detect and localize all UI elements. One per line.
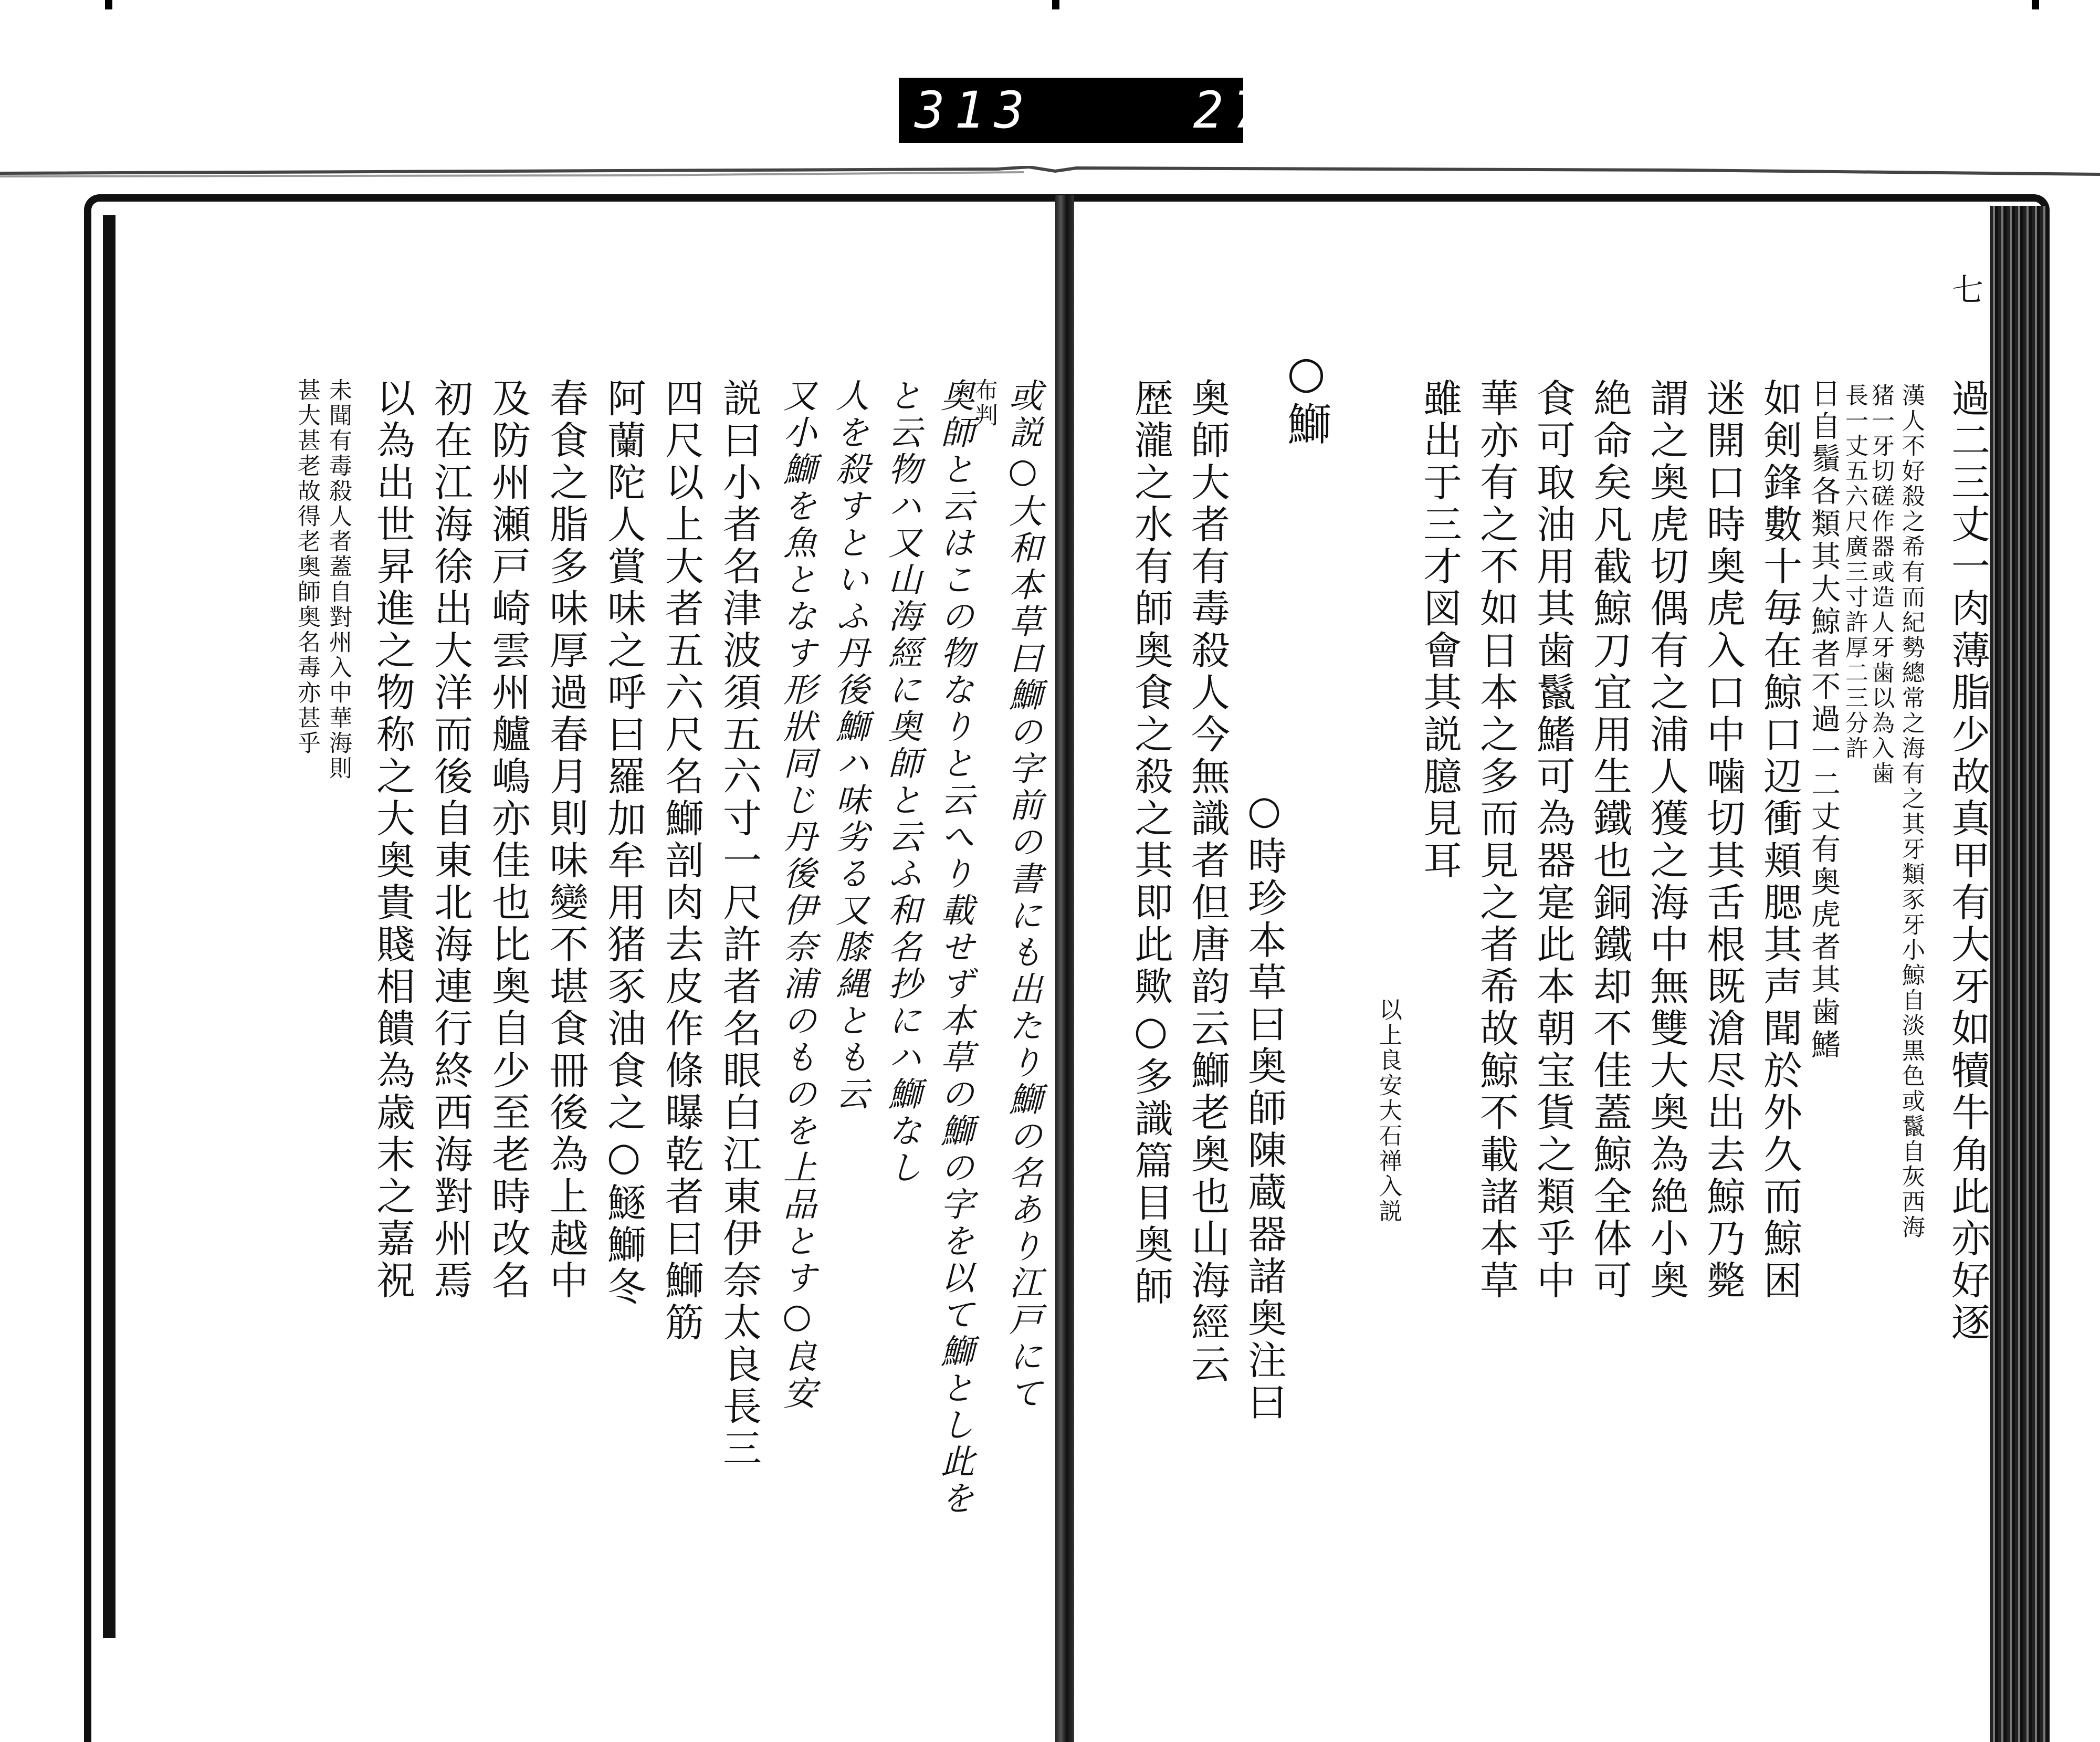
right-column-5: 日自鬚各類其大鯨者不過一二丈有奥虎者其歯鰭 — [1807, 378, 1841, 1062]
left-column-10: 春食之脂多味厚過春月則味變不堪食冊後為上越中 — [543, 378, 589, 1302]
scan-number-label — [899, 78, 1352, 143]
scan-edge-smear — [0, 166, 2100, 182]
top-right-corner-mark — [2032, 0, 2039, 9]
left-column-11: 及防州瀬戸崎雲州艫嶋亦佳也比奥自少至老時改名 — [486, 378, 531, 1302]
left-page-edge — [103, 215, 116, 1638]
right-column-13: 以上良安大石禅入説 — [1375, 998, 1402, 1224]
section-column-2: 奥師大者有毒殺人今無識者但唐韵云鰤老奥也山海經云 — [1185, 378, 1230, 1386]
page-number: 七 — [1947, 273, 1983, 305]
right-page — [1082, 221, 1990, 1691]
left-page — [121, 221, 1050, 1691]
left-column-5: 人を殺すといふ丹後鰤ハ味劣る又膝縄とも云 — [830, 378, 869, 1113]
right-column-11: 華亦有之不如日本之多而見之者希故鯨不載諸本草 — [1474, 378, 1519, 1302]
left-column-7: 説曰小者名津波須五六寸一尺許者名眼白江東伊奈太良長三 — [717, 378, 762, 1470]
left-column-1: 或説○大和本草曰鰤の字前の書にも出たり鰤の名あり江戸にて — [1003, 378, 1042, 1412]
section-column-3: 歴瀧之水有師奥食之殺之其即此歟○多識篇目奥師 — [1128, 378, 1173, 1308]
top-center-corner-mark — [1052, 0, 1059, 9]
scan-number-right: 275. — [1193, 81, 1352, 140]
right-column-3: 猪一牙切磋作器或造人牙歯以為入歯 — [1867, 383, 1894, 786]
left-column-8: 四尺以上大者五六尺名鰤剖肉去皮作條曝乾者曰鰤筋 — [659, 378, 704, 1344]
left-column-12: 初在江海徐出大洋而後自東北海連行終西海對州焉 — [428, 378, 473, 1302]
right-column-1: 過二三丈一肉薄脂少故真甲有大牙如犢牛角此亦好逐 — [1945, 378, 1990, 1344]
left-column-9: 阿蘭陀人賞味之呼曰羅加牟用猪豕油食之○鱁鰤冬 — [601, 378, 646, 1308]
right-column-8: 謂之奥虎切偶有之浦人獲之海中無雙大奥為絶小奥 — [1644, 378, 1689, 1302]
right-page-edge — [1990, 206, 2048, 1742]
book-spine — [1055, 195, 1074, 1742]
right-column-6: 如剣鋒數十毎在鯨口辺衝頬腮其声聞於外久而鯨困 — [1757, 378, 1802, 1302]
top-left-corner-mark — [105, 0, 112, 9]
right-column-2: 漢人不好殺之希有而紀勢總常之海有之其牙類豕牙小鯨自淡黒色或鬣自灰西海 — [1898, 383, 1925, 1240]
left-column-2: 布判 — [971, 378, 998, 428]
left-column-14: 未聞有毒殺人者蓋自對州入中華海則 — [325, 378, 352, 781]
right-column-10: 食可取油用其歯鬣鰭可為器寔此本朝宝貨之類乎中 — [1530, 378, 1576, 1302]
right-column-9: 絶命矣凡截鯨刀宜用生鐵也銅鐵却不佳蓋鯨全体可 — [1587, 378, 1632, 1302]
left-column-6: 又小鰤を魚となす形狀同じ丹後伊奈浦のものを上品とす○良安 — [778, 378, 816, 1412]
left-column-3: 奥師と云はこの物なりと云へり載せず本草の鰤の字を以て鰤とし此を — [935, 378, 974, 1517]
left-column-4: と云物ハ又山海經に奥師と云ふ和名抄にハ鰤なし — [883, 378, 921, 1187]
right-column-4: 長一丈五六尺廣三寸許厚二三分許 — [1841, 383, 1868, 761]
section-heading-bu: ○鰤 — [1280, 347, 1332, 448]
left-column-15: 甚大甚老故得老奥師奥名毒亦甚乎 — [293, 378, 320, 756]
left-column-13: 以為出世昇進之物称之大奥貴賤相饋為歳末之嘉祝 — [370, 378, 415, 1302]
right-column-7: 迷開口時奥虎入口中噛切其舌根既滄尽出去鯨乃斃 — [1700, 378, 1746, 1302]
scan-number-left: 313 — [915, 81, 1034, 140]
section-column-1: ○時珍本草曰奥師陳蔵器諸奥注曰 — [1242, 788, 1287, 1424]
right-column-12: 雖出于三才図會其説臆見耳 — [1417, 378, 1462, 882]
